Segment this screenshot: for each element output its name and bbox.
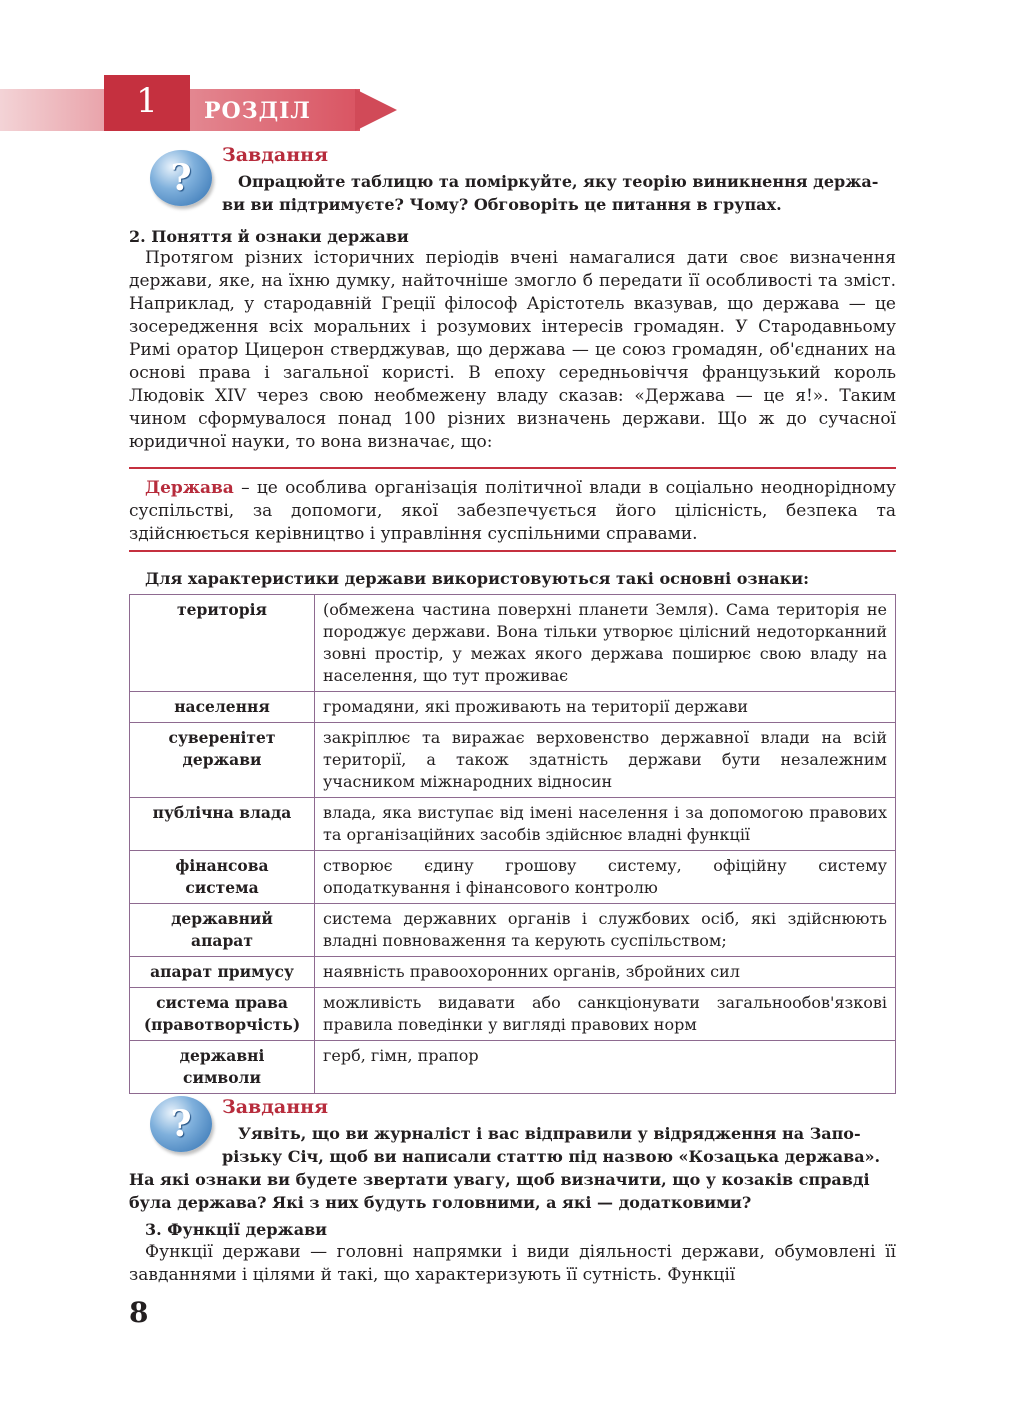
feature-desc: система державних органів і службових осіб, які здійснюють владні повноваження та керують суспільством; xyxy=(315,904,896,957)
chapter-number: 1 xyxy=(104,75,190,131)
section3-heading: 3. Функції держави xyxy=(145,1220,328,1239)
banner-arrow-icon xyxy=(355,89,397,131)
section3-paragraph: Функції держави — головні напрямки і види діяльності держави, обумовлені її завданнями і цілями й такі, що характеризують її сутність. Функції xyxy=(129,1242,896,1285)
table-row xyxy=(130,692,896,723)
feature-name: державні символи xyxy=(130,1041,315,1094)
chapter-banner xyxy=(0,75,400,131)
feature-name: населення xyxy=(130,692,315,723)
definition-block xyxy=(129,477,896,546)
table-row xyxy=(130,988,896,1041)
definition-top-rule xyxy=(129,467,896,469)
table-row xyxy=(130,723,896,798)
question-icon: ? xyxy=(150,150,212,206)
feature-desc: закріплює та виражає верховенство державної влади на всій території, а також здатність держави бути незалежним учасником міжнародних відносин xyxy=(315,723,896,798)
feature-desc: наявність правоохоронних органів, збройних сил xyxy=(315,957,896,988)
task2-line-4: була держава? Які з них будуть головними, а які — додатковими? xyxy=(129,1193,752,1212)
feature-desc: (обмежена частина поверхні планети Земля). Сама територія не породжує держави. Вона тільки утворює цілісний недоторканний зовні простір, у межах якого держава поширює свою владу на населення, що тут проживає xyxy=(315,595,896,692)
state-features-table xyxy=(129,594,896,1094)
feature-name: фінансова система xyxy=(130,851,315,904)
table-row xyxy=(130,904,896,957)
feature-desc: герб, гімн, прапор xyxy=(315,1041,896,1094)
section2-paragraph: Протягом різних історичних періодів вчені намагалися дати своє визначення держави, яке, на їхню думку, найточніше змогло б передати її особливості та зміст. Наприклад, у стародавній Греції філософ Арістотель вказував, що держава — це зосередження всіх моральних і розумових інтересів громадян. У Стародавньому Римі оратор Цицерон стверджував, що держава — це союз громадян, об'єднаних на основі права і загальної користі. В епоху середньовіччя французький король Людовік XIV через свою необмежену владу сказав: «Держава — це я!». Таким чином сформувалося понад 100 різних визначень держави. Що ж до сучасної юридичної науки, то вона визначає, що: xyxy=(129,248,896,452)
feature-desc: можливість видавати або санкціонувати загальнообов'язкові правила поведінки у вигляді правових норм xyxy=(315,988,896,1041)
chapter-label: РОЗДІЛ xyxy=(204,98,311,124)
table-row xyxy=(130,595,896,692)
feature-name: апарат примусу xyxy=(130,957,315,988)
feature-desc: влада, яка виступає від імені населення і за допомогою правових та організаційних засобів здійснює владні функції xyxy=(315,798,896,851)
feature-name: система права (правотворчість) xyxy=(130,988,315,1041)
feature-name: суверенітет держави xyxy=(130,723,315,798)
section2-heading: 2. Поняття й ознаки держави xyxy=(129,227,409,246)
task2-line-2: різьку Січ, щоб ви написали статтю під назвою «Козацька держава». xyxy=(222,1147,881,1166)
feature-desc: створює єдину грошову систему, офіційну систему оподаткування і фінансового контролю xyxy=(315,851,896,904)
feature-name: територія xyxy=(130,595,315,692)
table-row xyxy=(130,957,896,988)
table-intro: Для характеристики держави використовуються такі основні ознаки: xyxy=(145,569,809,588)
task1-title: Завдання xyxy=(222,144,329,166)
table-row xyxy=(130,1041,896,1094)
table-row xyxy=(130,798,896,851)
task2-line-3: На які ознаки ви будете звертати увагу, щоб визначити, що у козаків справді xyxy=(129,1170,870,1189)
feature-desc: громадяни, які проживають на території держави xyxy=(315,692,896,723)
task2-line-1: Уявіть, що ви журналіст і вас відправили у відрядження на Запо- xyxy=(238,1124,861,1143)
feature-name: публічна влада xyxy=(130,798,315,851)
definition-text: – це особлива організація політичної влади в соціально неоднорідному суспільстві, за допомоги, якої забезпечується його цілісність, безпека та здійснюється керівництво і управління суспільними справами. xyxy=(129,478,896,544)
definition-term: Держава xyxy=(145,478,234,498)
definition-bottom-rule xyxy=(129,550,896,552)
task1-line-1: Опрацюйте таблицю та поміркуйте, яку теорію виникнення держа- xyxy=(238,172,879,191)
task2-title: Завдання xyxy=(222,1096,329,1118)
question-icon: ? xyxy=(150,1096,212,1152)
task1-line-2: ви ви підтримуєте? Чому? Обговоріть це питання в групах. xyxy=(222,195,782,214)
feature-name: державний апарат xyxy=(130,904,315,957)
page-number: 8 xyxy=(129,1296,149,1329)
table-row xyxy=(130,851,896,904)
